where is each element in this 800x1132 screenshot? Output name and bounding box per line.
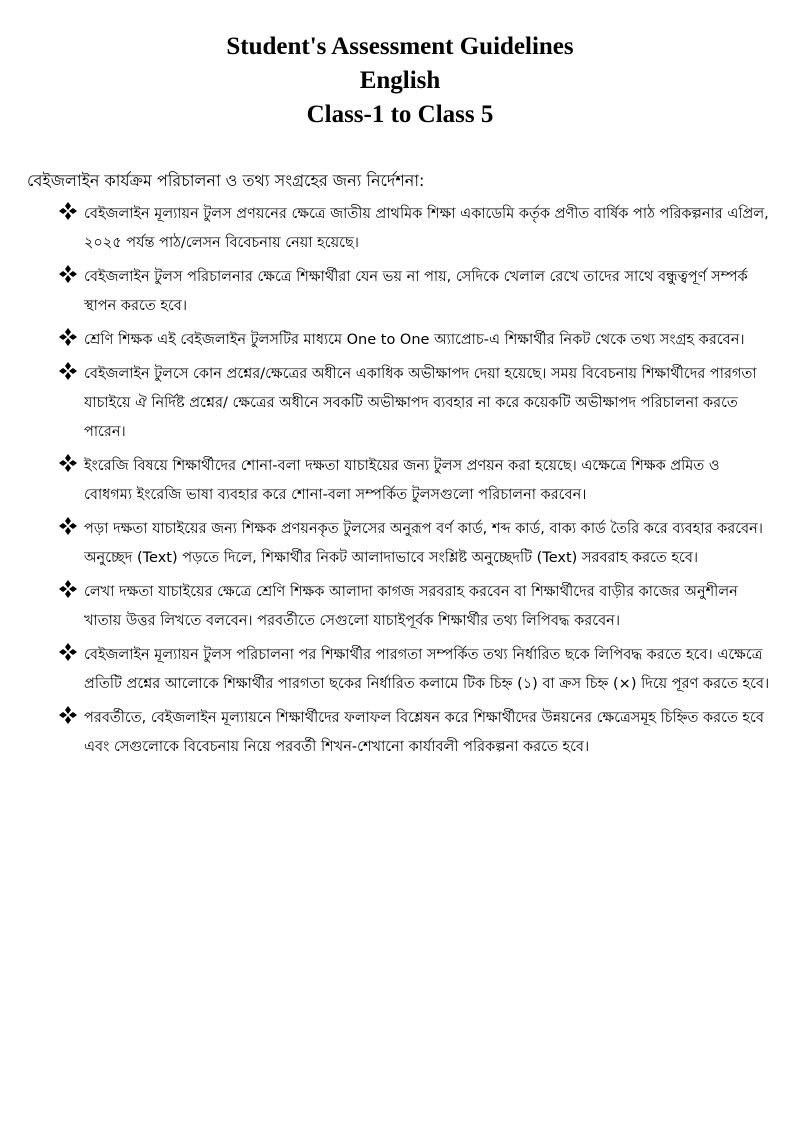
guideline-text: শ্রেণি শিক্ষক এই বেইজলাইন টুলসটির মাধ্যমে One to One অ্যাপ্রোচ-এ শিক্ষার্থীর নিকট থেকে তথ্য সংগ্রহ করবেন। [84,332,745,348]
guideline-list [58,200,770,767]
list-item [58,515,770,573]
list-item [58,263,770,321]
guideline-text: পরবর্তীতে, বেইজলাইন মূল্যায়নে শিক্ষার্থীদের ফলাফল বিশ্লেষন করে শিক্ষার্থীদের উন্নয়নের ক্ষেত্রেসমূহ চিহ্নিত করতে হবে এবং সেগুলোকে বিবেচনায় নিয়ে পরবর্তী শিখন-শেখানো কার্যাবলী পরিকল্পনা করতে হবে। [84,710,764,755]
four-diamond-bullet-icon [58,201,78,221]
document-title [0,30,800,132]
guideline-text: বেইজলাইন মূল্যায়ন টুলস পরিচালনা পর শিক্ষার্থীর পারগতা সম্পর্কিত তথ্য নির্ধারিত ছকে লিপিবদ্ধ করতে হবে। এক্ষেত্রে প্রতিটি প্রশ্নের আলোকে শিক্ষার্থীর পারগতা ছকের নির্ধারিত কলামে টিক চিহ্ন (১) বা ক্রস চিহ্ন (×) দিয়ে পূরণ করতে হবে। [84,647,770,692]
title-line-class-range: Class-1 to Class 5 [306,101,494,128]
four-diamond-bullet-icon [58,453,78,473]
section-heading: বেইজলাইন কার্যক্রম পরিচালনা ও তথ্য সংগ্রহের জন্য নির্দেশনা: [27,171,425,190]
guideline-text: ইংরেজি বিষয়ে শিক্ষার্থীদের শোনা-বলা দক্ষতা যাচাইয়ের জন্য টুলস প্রণয়ন করা হয়েছে। এক্ষেত্রে শিক্ষক প্রমিত ও বোধগম্য ইংরেজি ভাষা ব্যবহার করে শোনা-বলা সম্পর্কিত টুলসগুলো পরিচালনা করবেন। [84,458,720,503]
four-diamond-bullet-icon [58,361,78,381]
list-item [58,200,770,258]
list-item [58,360,770,447]
four-diamond-bullet-icon [58,642,78,662]
list-item [58,326,770,355]
guideline-text: বেইজলাইন মূল্যায়ন টুলস প্রণয়নের ক্ষেত্রে জাতীয় প্রাথমিক শিক্ষা একাডেমি কর্তৃক প্রণীত বার্ষিক পাঠ পরিকল্পনার এপ্রিল, ২০২৫ পর্যন্ত পাঠ/লেসন বিবেচনায় নেয়া হয়েছে। [84,206,769,251]
guideline-text: বেইজলাইন টুলসে কোন প্রশ্নের/ক্ষেত্রের অধীনে একাধিক অভীক্ষাপদ দেয়া হয়েছে। সময় বিবেচনায় শিক্ষার্থীদের পারগতা যাচাইয়ে ঐ নির্দিষ্ট প্রশ্নের/ ক্ষেত্রের অধীনে সবকটি অভীক্ষাপদ ব্যবহার না করে কয়েকটি অভীক্ষাপদ পরিচালনা করতে পারেন। [84,366,757,440]
four-diamond-bullet-icon [58,264,78,284]
four-diamond-bullet-icon [58,516,78,536]
four-diamond-bullet-icon [58,327,78,347]
guideline-text: লেখা দক্ষতা যাচাইয়ের ক্ষেত্রে শ্রেণি শিক্ষক আলাদা কাগজ সরবরাহ করবেন বা শিক্ষার্থীদের বাড়ীর কাজের অনুশীলন খাতায় উত্তর লিখতে বলবেন। পরবর্তীতে সেগুলো যাচাইপূর্বক শিক্ষার্থীর তথ্য লিপিবদ্ধ করবেন। [84,584,738,629]
four-diamond-bullet-icon [58,579,78,599]
four-diamond-bullet-icon [58,705,78,725]
list-item [58,641,770,699]
list-item [58,452,770,510]
guideline-text: পড়া দক্ষতা যাচাইয়ের জন্য শিক্ষক প্রণয়নকৃত টুলসের অনুরূপ বর্ণ কার্ড, শব্দ কার্ড, বাক্য কার্ড তৈরি করে ব্যবহার করবেন। অনুচ্ছেদ (Text) পড়তে দিলে, শিক্ষার্থীর নিকট আলাদাভাবে সংশ্লিষ্ট অনুচ্ছেদটি (Text) সরবরাহ করতে হবে। [84,521,763,566]
title-line-assessment-guidelines: Student's Assessment Guidelines [226,33,574,60]
list-item [58,578,770,636]
guideline-text: বেইজলাইন টুলস পরিচালনার ক্ষেত্রে শিক্ষার্থীরা যেন ভয় না পায়, সেদিকে খেলাল রেখে তাদের সাথে বন্ধুত্বপূর্ণ সম্পর্ক স্থাপন করতে হবে। [84,269,748,314]
title-line-subject: English [359,67,441,94]
list-item [58,704,770,762]
